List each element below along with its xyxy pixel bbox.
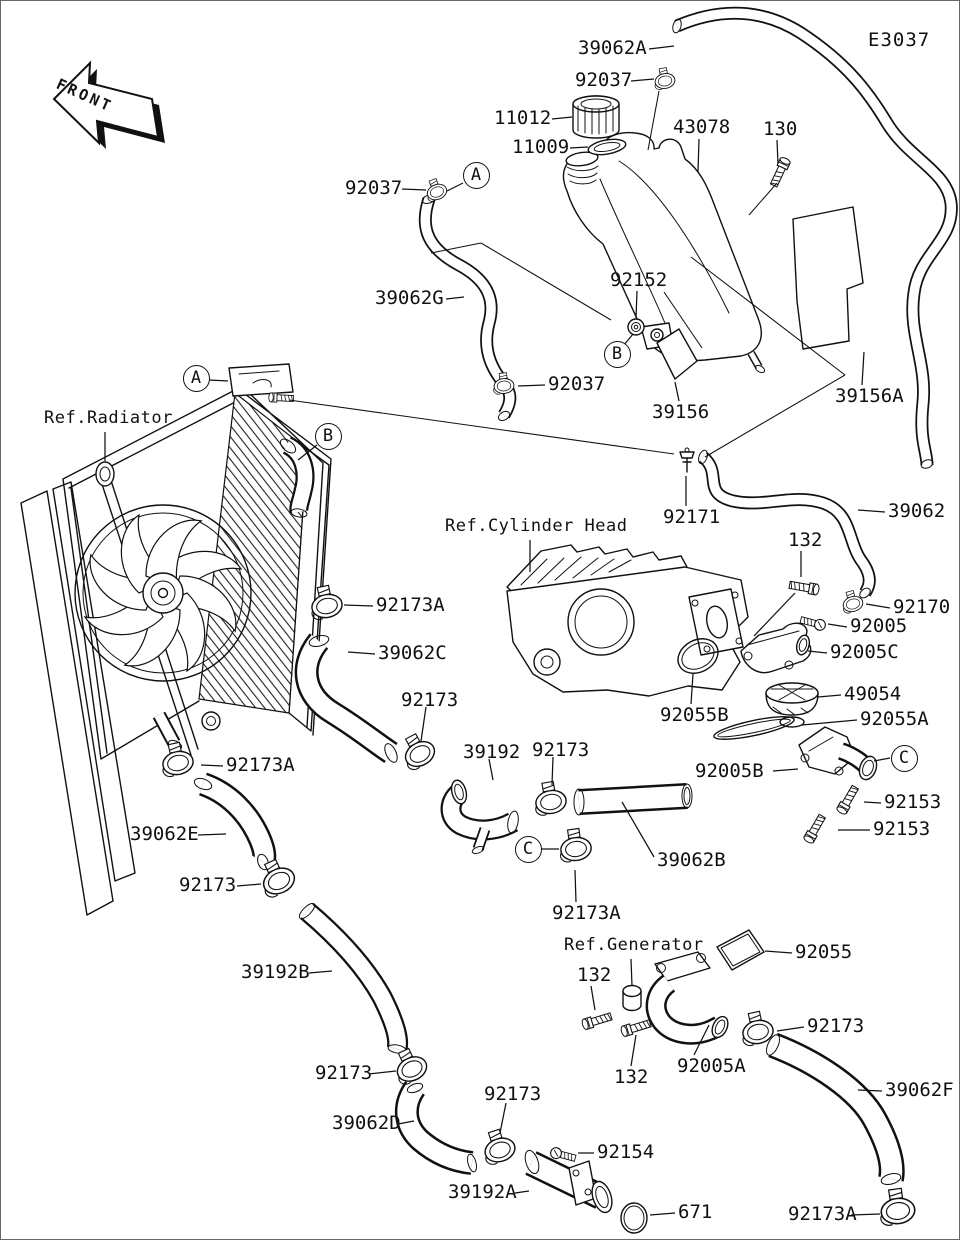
part-label-92173A: 92173A — [376, 594, 445, 616]
part-label-92037: 92037 — [345, 177, 403, 199]
hose-39062b — [574, 784, 692, 815]
part-label-39062C: 39062C — [378, 642, 447, 664]
part-label-130: 130 — [763, 118, 798, 140]
construction-line — [705, 375, 845, 457]
leader-line — [773, 769, 798, 771]
leader-line — [518, 385, 545, 386]
leader-line — [552, 757, 553, 785]
leader-line — [777, 140, 778, 164]
leader-line — [866, 604, 890, 608]
leader-line — [862, 352, 864, 385]
fitting-92005b — [799, 727, 880, 782]
part-label-43078: 43078 — [673, 116, 731, 138]
part-label-39062G: 39062G — [375, 287, 444, 309]
leader-line — [864, 802, 881, 803]
part-label-92055B: 92055B — [660, 704, 729, 726]
part-label-671: 671 — [678, 1201, 713, 1223]
part-label-92037: 92037 — [575, 69, 633, 91]
leader-line — [515, 1191, 529, 1193]
leader-line — [818, 695, 841, 697]
hose-39062e — [193, 776, 271, 871]
construction-line — [481, 243, 611, 320]
part-label-92055: 92055 — [795, 941, 853, 963]
ref-label-ref-generator: Ref.Generator — [564, 935, 704, 955]
part-label-92173A: 92173A — [552, 902, 621, 924]
part-label-92173A: 92173A — [226, 754, 295, 776]
grommet-92152 — [628, 319, 644, 335]
part-label-92153: 92153 — [884, 791, 942, 813]
gasket-92055 — [717, 930, 764, 970]
pipe-39192b — [297, 901, 406, 1054]
part-label-92173: 92173 — [401, 689, 459, 711]
leader-line — [201, 765, 223, 766]
part-label-92005A: 92005A — [677, 1055, 746, 1077]
ref-cylinder-head-engine — [507, 545, 748, 696]
thermostat-housing-92005c — [741, 623, 811, 672]
leader-line — [570, 147, 588, 148]
part-label-92037: 92037 — [548, 373, 606, 395]
leader-line — [500, 1103, 506, 1133]
part-label-92173: 92173 — [484, 1083, 542, 1105]
leader-line — [631, 1035, 636, 1066]
pad-39156a — [793, 207, 863, 349]
part-label-49054: 49054 — [844, 683, 902, 705]
part-label-39192B: 39192B — [241, 961, 310, 983]
pipe-39192 — [449, 779, 520, 855]
part-label-132: 132 — [788, 529, 823, 551]
leader-line — [421, 707, 426, 741]
leader-line — [765, 951, 792, 953]
part-label-92005: 92005 — [850, 615, 908, 637]
leader-line — [675, 382, 679, 401]
part-label-92152: 92152 — [610, 269, 668, 291]
leader-line — [858, 510, 885, 512]
clip-92171 — [680, 448, 694, 472]
leader-line — [552, 117, 572, 119]
part-label-92005C: 92005C — [830, 641, 899, 663]
part-label-39062E: 39062E — [130, 823, 199, 845]
leader-line — [446, 297, 464, 299]
part-label-39062: 39062 — [888, 500, 946, 522]
view-marker-B: B — [604, 341, 631, 368]
part-label-11012: 11012 — [494, 107, 552, 129]
leader-line — [309, 971, 332, 973]
part-label-39192: 39192 — [463, 741, 521, 763]
ref-label-ref-radiator: Ref.Radiator — [44, 408, 173, 428]
leader-line — [631, 959, 632, 986]
leader-line — [369, 1071, 396, 1074]
view-marker-C: C — [515, 836, 542, 863]
front-direction-arrow — [39, 53, 165, 157]
part-label-92173: 92173 — [807, 1015, 865, 1037]
part-label-39192A: 39192A — [448, 1181, 517, 1203]
part-label-132: 132 — [614, 1066, 649, 1088]
leader-line — [802, 720, 857, 725]
tank-cap-11012 — [573, 96, 619, 138]
view-marker-B: B — [315, 423, 342, 450]
part-label-92154: 92154 — [597, 1141, 655, 1163]
part-label-39062B: 39062B — [657, 849, 726, 871]
part-label-39062F: 39062F — [885, 1079, 954, 1101]
leader-line — [447, 183, 463, 191]
part-label-92173: 92173 — [532, 739, 590, 761]
leader-line — [348, 652, 375, 654]
part-label-92171: 92171 — [663, 506, 721, 528]
view-marker-A: A — [183, 365, 210, 392]
oring-671 — [621, 1203, 647, 1233]
part-label-92055A: 92055A — [860, 708, 929, 730]
leader-line — [650, 1213, 675, 1215]
leader-line — [198, 834, 226, 835]
hose-39062d — [406, 1082, 478, 1173]
part-label-92153: 92153 — [873, 818, 931, 840]
hose-39062f — [764, 1033, 902, 1187]
view-marker-C: C — [891, 745, 918, 772]
view-marker-A: A — [463, 162, 490, 189]
fitting-92005a — [655, 952, 731, 1040]
leader-line — [698, 139, 699, 172]
leader-line — [631, 79, 654, 81]
ref-label-ref-cylinder-head: Ref.Cylinder Head — [445, 516, 628, 536]
leader-line — [828, 624, 847, 627]
page-code: E3037 — [868, 29, 931, 51]
construction-line — [749, 183, 777, 215]
leader-line — [344, 605, 373, 606]
construction-line — [289, 400, 674, 454]
part-label-92173: 92173 — [179, 874, 237, 896]
leader-line — [575, 870, 576, 902]
part-label-132: 132 — [577, 964, 612, 986]
leader-line — [209, 380, 228, 381]
leader-line — [402, 189, 426, 190]
leader-line — [874, 758, 890, 761]
leader-line — [237, 884, 261, 886]
part-label-11009: 11009 — [512, 136, 570, 158]
part-label-39062D: 39062D — [332, 1112, 401, 1134]
part-label-39156A: 39156A — [835, 385, 904, 407]
leader-line — [591, 986, 595, 1010]
spacer-132 — [623, 986, 641, 1011]
part-label-92005B: 92005B — [695, 760, 764, 782]
construction-line — [648, 91, 659, 150]
part-label-39156: 39156 — [652, 401, 710, 423]
part-label-92173A: 92173A — [788, 1203, 857, 1225]
part-label-39062A: 39062A — [578, 37, 647, 59]
part-label-92170: 92170 — [893, 596, 951, 618]
leader-line — [777, 1027, 804, 1031]
leader-line — [649, 46, 674, 49]
part-label-92173: 92173 — [315, 1062, 373, 1084]
front-label: FRONT — [53, 75, 116, 116]
